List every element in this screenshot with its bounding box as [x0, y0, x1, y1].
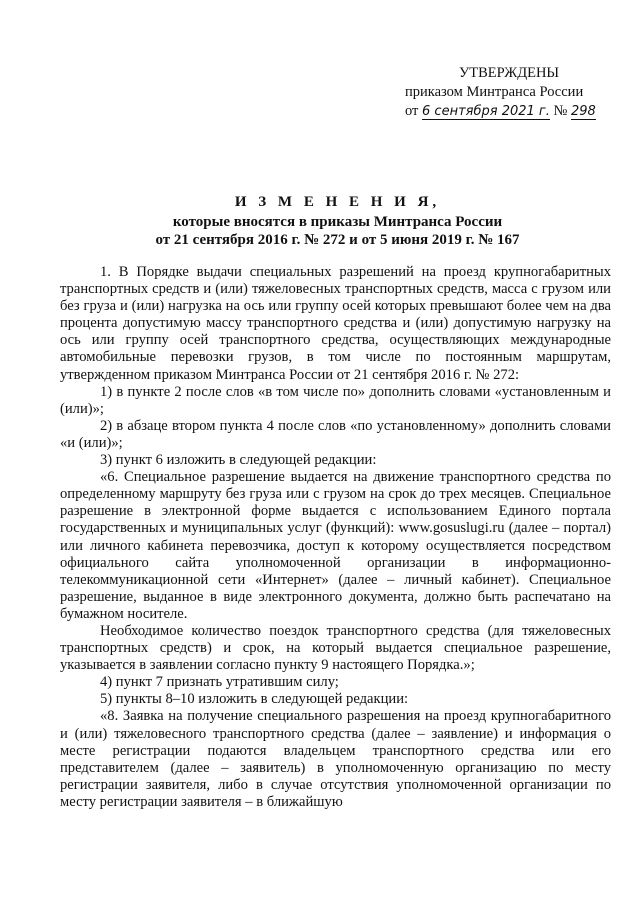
paragraph: 3) пункт 6 изложить в следующей редакции: — [100, 452, 377, 469]
approval-prefix: от — [405, 103, 419, 119]
approval-date-line — [405, 102, 605, 121]
paragraph: 4) пункт 7 признать утратившим силу; — [100, 674, 339, 691]
paragraph: 1. В Порядке выдачи специальных разрешений на проезд крупногабаритных транспортных средств и (или) тяжеловесных транспортных средств, масса с грузом или без груза и (или) нагрузка на ось или группу осей которых превышают более чем на два процента допустимую массу транспортного средства и (или) допустимую нагрузку на ось или группу осей транспортного средства, осуществляющих международные автомобильные перевозки грузов, в том числе по постоянным маршрутам, утвержденном приказом Минтранса России от 21 сентября 2016 г. № 272: — [60, 264, 611, 383]
handwritten-date: 6 сентября 2021 г. — [422, 104, 550, 119]
paragraph: 5) пункты 8–10 изложить в следующей редакции: — [100, 691, 409, 708]
approval-heading: УТВЕРЖДЕНЫ — [459, 65, 560, 81]
paragraph: «6. Специальное разрешение выдается на движение транспортного средства по определенному маршруту без груза или с грузом на срок до трех месяцев. Специальное разрешение в электронной форме выдается с использованием Единого портала государственных и муниципальных услуг (функций): www.gosuslugi.ru (далее – портал) или личного кабинета перевозчика, доступ к которому осуществляется посредством официального сайта уполномоченной организации в информационно-телекоммуникационной сети «Интернет» (далее – личный кабинет). Специальное разрешение, выданное в виде электронного документа, должно быть распечатано на бумажном носителе. — [60, 469, 611, 622]
paragraph: 1) в пункте 2 после слов «в том числе по» дополнить словами «установленным и (или)»; — [60, 383, 611, 417]
document-subtitle: которые вносятся в приказы Минтранса России — [172, 214, 503, 230]
approval-block — [405, 64, 605, 121]
document-body — [60, 264, 611, 811]
document-header — [60, 193, 615, 249]
paragraph: Необходимое количество поездок транспортного средства (для тяжеловесных транспортных средств) и срок, на который выдается специальное разрешение, указывается в заявлении согласно пункту 9 настоящего Порядка.»; — [60, 622, 611, 674]
document-dates: от 21 сентября 2016 г. № 272 и от 5 июня 2019 г. № 167 — [155, 232, 520, 248]
approval-number-label: № — [553, 103, 568, 119]
approval-order-line: приказом Минтранса России — [405, 84, 584, 100]
handwritten-number: 298 — [570, 104, 596, 119]
paragraph: 2) в абзаце втором пункта 4 после слов «по установленному» дополнить словами «и (или)»; — [60, 417, 611, 451]
paragraph: «8. Заявка на получение специального разрешения на проезд крупногабаритного и (или) тяжеловесного транспортного средства (далее – заявление) и информация о месте регистрации подаются владельцем транспортного средства или его представителем (далее – заявитель) в уполномоченную организацию по месту регистрации заявителя, либо в случае отсутствия уполномоченной организации по месту регистрации заявителя – в ближайшую — [60, 708, 611, 810]
document-title: И З М Е Н Е Н И Я, — [234, 194, 441, 210]
